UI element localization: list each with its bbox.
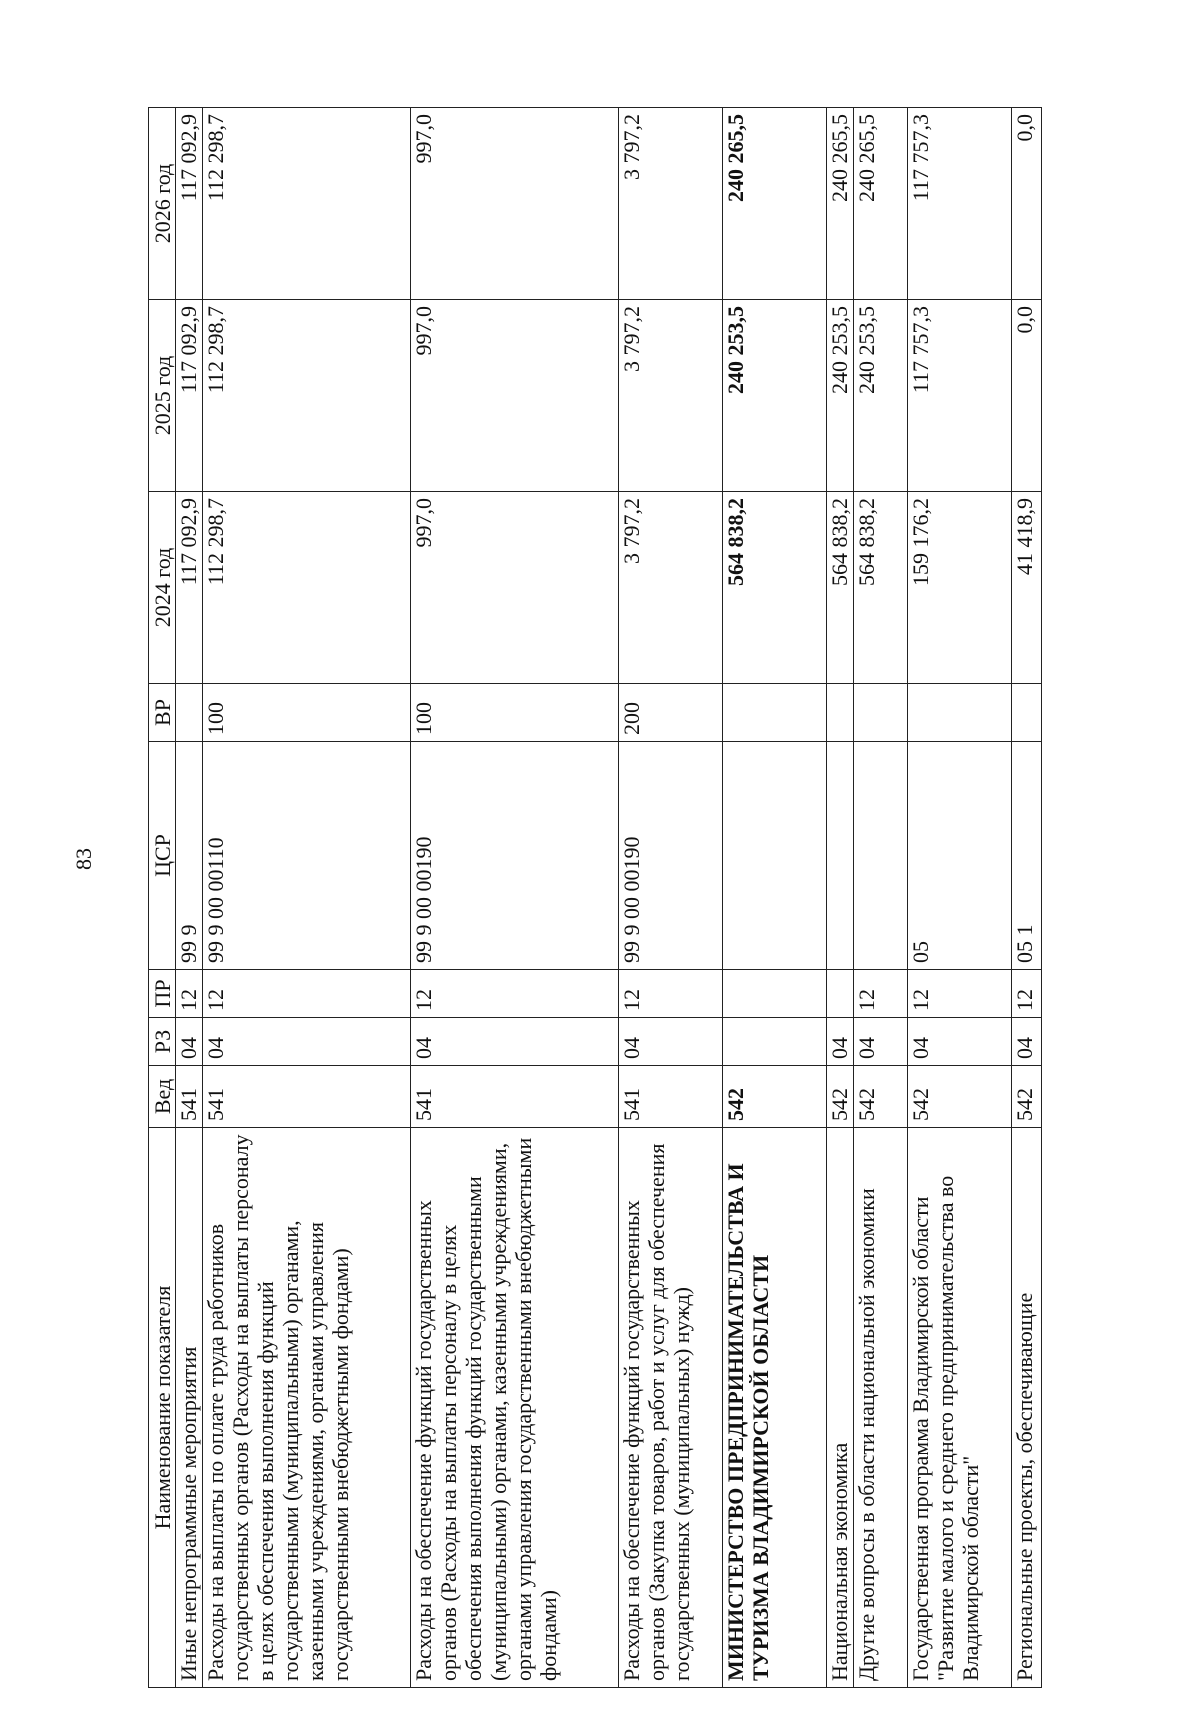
row-2024: 159 176,2 bbox=[908, 492, 1012, 684]
row-pr bbox=[827, 970, 854, 1018]
table-row bbox=[619, 108, 723, 1688]
row-2026: 117 092,9 bbox=[176, 108, 203, 300]
row-rz bbox=[723, 1018, 827, 1066]
row-rz: 04 bbox=[203, 1018, 411, 1066]
row-2026: 240 265,5 bbox=[723, 108, 827, 300]
row-csr: 05 bbox=[908, 742, 1012, 970]
row-2024: 41 418,9 bbox=[1012, 492, 1042, 684]
table-row bbox=[203, 108, 411, 1688]
row-2025: 997,0 bbox=[411, 300, 619, 492]
row-name: Расходы на обеспечение функций государственных органов (Закупка товаров, работ и услуг для обеспечения государственных (муниципальных) нужд) bbox=[619, 1128, 723, 1688]
header-2024: 2024 год bbox=[149, 492, 176, 684]
row-2026: 240 265,5 bbox=[827, 108, 854, 300]
header-name: Наименование показателя bbox=[149, 1128, 176, 1688]
page-number: 83 bbox=[71, 848, 96, 870]
row-name: Расходы на выплаты по оплате труда работников государственных органов (Расходы на выплаты персоналу в целях обеспечения выполнения функций государственными (муниципальными) органами, казенными учреждениями, органами управления государственными внебюджетными фондами) bbox=[203, 1128, 411, 1688]
row-2025: 0,0 bbox=[1012, 300, 1042, 492]
header-2025: 2025 год bbox=[149, 300, 176, 492]
row-vr: 100 bbox=[411, 684, 619, 742]
row-vr bbox=[827, 684, 854, 742]
table-row bbox=[908, 108, 1012, 1688]
row-csr: 99 9 00 00110 bbox=[203, 742, 411, 970]
row-2026: 112 298,7 bbox=[203, 108, 411, 300]
row-vr: 200 bbox=[619, 684, 723, 742]
row-ved: 542 bbox=[1012, 1066, 1042, 1128]
row-ved: 541 bbox=[176, 1066, 203, 1128]
row-ved: 541 bbox=[619, 1066, 723, 1128]
budget-table bbox=[148, 107, 1042, 1688]
row-2025: 240 253,5 bbox=[723, 300, 827, 492]
row-2025: 240 253,5 bbox=[827, 300, 854, 492]
row-name: МИНИСТЕРСТВО ПРЕДПРИНИМАТЕЛЬСТВА И ТУРИЗМА ВЛАДИМИРСКОЙ ОБЛАСТИ bbox=[723, 1128, 827, 1688]
table-header-row bbox=[149, 108, 176, 1688]
row-csr bbox=[827, 742, 854, 970]
row-csr: 99 9 00 00190 bbox=[411, 742, 619, 970]
row-csr: 99 9 bbox=[176, 742, 203, 970]
row-name: Национальная экономика bbox=[827, 1128, 854, 1688]
row-2024: 3 797,2 bbox=[619, 492, 723, 684]
row-pr: 12 bbox=[908, 970, 1012, 1018]
row-2026: 240 265,5 bbox=[854, 108, 908, 300]
row-csr bbox=[854, 742, 908, 970]
row-rz: 04 bbox=[827, 1018, 854, 1066]
row-pr: 12 bbox=[176, 970, 203, 1018]
row-pr bbox=[723, 970, 827, 1018]
header-rz: РЗ bbox=[149, 1018, 176, 1066]
row-vr bbox=[176, 684, 203, 742]
table-row bbox=[176, 108, 203, 1688]
row-vr bbox=[854, 684, 908, 742]
row-vr bbox=[1012, 684, 1042, 742]
table-row bbox=[827, 108, 854, 1688]
row-pr: 12 bbox=[619, 970, 723, 1018]
row-name: Государственная программа Владимирской области "Развитие малого и среднего предпринимательства во Владимирской области" bbox=[908, 1128, 1012, 1688]
row-2026: 117 757,3 bbox=[908, 108, 1012, 300]
row-ved: 541 bbox=[203, 1066, 411, 1128]
row-csr: 99 9 00 00190 bbox=[619, 742, 723, 970]
header-pr: ПР bbox=[149, 970, 176, 1018]
row-vr: 100 bbox=[203, 684, 411, 742]
row-rz: 04 bbox=[908, 1018, 1012, 1066]
row-ved: 542 bbox=[908, 1066, 1012, 1128]
row-2025: 117 757,3 bbox=[908, 300, 1012, 492]
row-vr bbox=[908, 684, 1012, 742]
row-ved: 542 bbox=[827, 1066, 854, 1128]
row-pr: 12 bbox=[203, 970, 411, 1018]
header-2026: 2026 год bbox=[149, 108, 176, 300]
table-row bbox=[411, 108, 619, 1688]
header-ved: Вед bbox=[149, 1066, 176, 1128]
row-ved: 541 bbox=[411, 1066, 619, 1128]
row-name: Региональные проекты, обеспечивающие bbox=[1012, 1128, 1042, 1688]
row-ved: 542 bbox=[854, 1066, 908, 1128]
row-2024: 117 092,9 bbox=[176, 492, 203, 684]
row-rz: 04 bbox=[854, 1018, 908, 1066]
row-2026: 0,0 bbox=[1012, 108, 1042, 300]
row-2025: 240 253,5 bbox=[854, 300, 908, 492]
header-vr: ВР bbox=[149, 684, 176, 742]
row-vr bbox=[723, 684, 827, 742]
rotated-table-container bbox=[148, 108, 1037, 1688]
row-2024: 112 298,7 bbox=[203, 492, 411, 684]
row-2026: 3 797,2 bbox=[619, 108, 723, 300]
table-row bbox=[1012, 108, 1042, 1688]
row-csr bbox=[723, 742, 827, 970]
header-csr: ЦСР bbox=[149, 742, 176, 970]
row-pr: 12 bbox=[411, 970, 619, 1018]
row-rz: 04 bbox=[411, 1018, 619, 1066]
row-2025: 3 797,2 bbox=[619, 300, 723, 492]
row-rz: 04 bbox=[176, 1018, 203, 1066]
row-csr: 05 1 bbox=[1012, 742, 1042, 970]
row-2026: 997,0 bbox=[411, 108, 619, 300]
row-rz: 04 bbox=[619, 1018, 723, 1066]
row-pr: 12 bbox=[1012, 970, 1042, 1018]
row-2025: 112 298,7 bbox=[203, 300, 411, 492]
row-2024: 564 838,2 bbox=[827, 492, 854, 684]
table-row bbox=[854, 108, 908, 1688]
row-2024: 564 838,2 bbox=[723, 492, 827, 684]
row-2024: 564 838,2 bbox=[854, 492, 908, 684]
row-pr: 12 bbox=[854, 970, 908, 1018]
row-name: Расходы на обеспечение функций государственных органов (Расходы на выплаты персоналу в целях обеспечения выполнения функций государственными (муниципальными) органами, казенными учреждениями, органами управления государственными внебюджетными фондами) bbox=[411, 1128, 619, 1688]
table-row bbox=[723, 108, 827, 1688]
row-2024: 997,0 bbox=[411, 492, 619, 684]
row-2025: 117 092,9 bbox=[176, 300, 203, 492]
row-rz: 04 bbox=[1012, 1018, 1042, 1066]
row-name: Иные непрограммные мероприятия bbox=[176, 1128, 203, 1688]
row-ved: 542 bbox=[723, 1066, 827, 1128]
row-name: Другие вопросы в области национальной экономики bbox=[854, 1128, 908, 1688]
